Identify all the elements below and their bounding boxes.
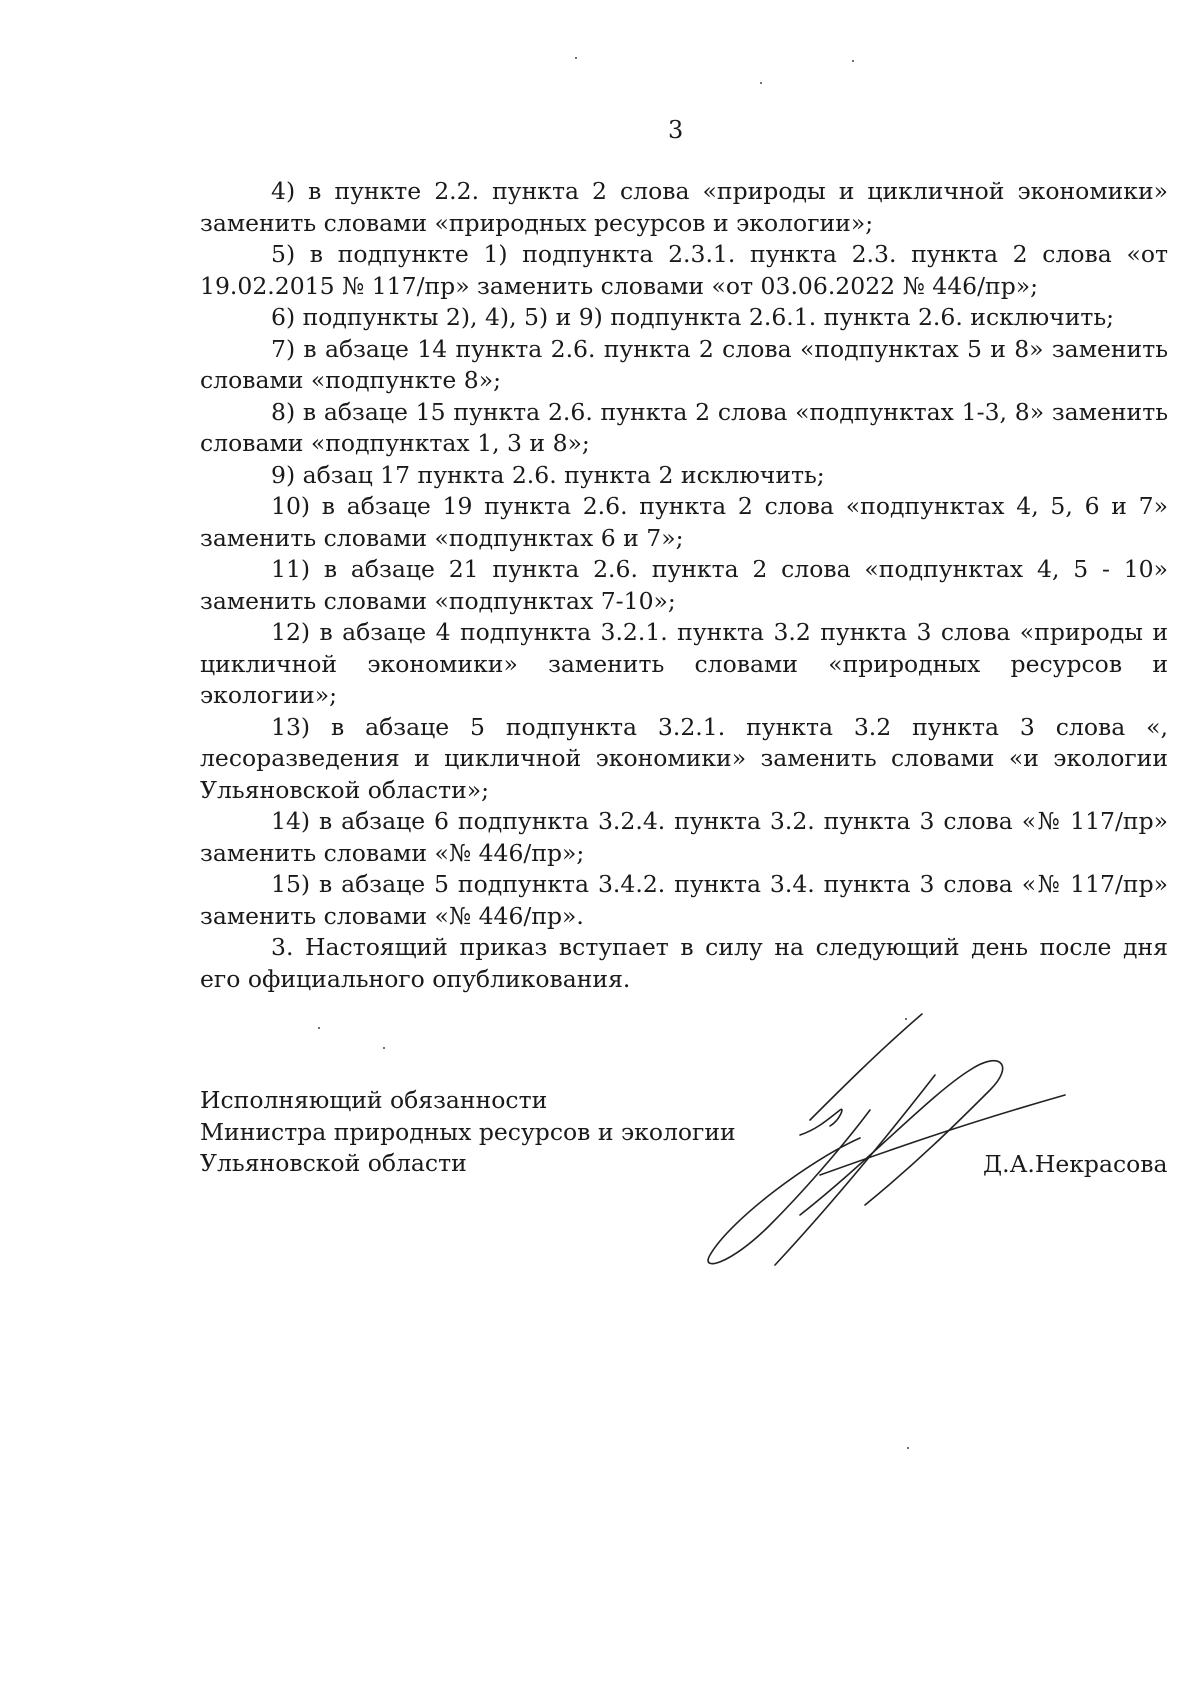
signatory-position-line: Министра природных ресурсов и экологии: [200, 1117, 736, 1146]
paragraph-item-7: 7) в абзаце 14 пункта 2.6. пункта 2 слова «подпунктах 5 и 8» заменить словами «подпункте 8»;: [200, 334, 1168, 394]
handwritten-signature: [690, 1010, 1070, 1280]
scan-speck: [575, 57, 577, 59]
signer-name: Д.А.Некрасова: [983, 1150, 1168, 1178]
paragraph-item-14: 14) в абзаце 6 подпункта 3.2.4. пункта 3.2. пункта 3 слова «№ 117/пр» заменить словами «№ 446/пр»;: [200, 807, 1168, 867]
paragraph-item-15: 15) в абзаце 5 подпункта 3.4.2. пункта 3.4. пункта 3 слова «№ 117/пр» заменить словами «№ 446/пр».: [200, 870, 1168, 930]
scan-speck: [383, 1047, 385, 1049]
paragraph-item-10: 10) в абзаце 19 пункта 2.6. пункта 2 слова «подпунктах 4, 5, 6 и 7» заменить словами «подпунктах 6 и 7»;: [200, 492, 1168, 552]
scan-speck: [760, 82, 762, 84]
paragraph-item-5: 5) в подпункте 1) подпункта 2.3.1. пункта 2.3. пункта 2 слова «от 19.02.2015 № 117/пр» заменить словами «от 03.06.2022 № 446/пр»;: [200, 240, 1168, 300]
signatory-position: [200, 1085, 736, 1180]
scan-speck: [318, 1027, 320, 1029]
signatory-position-line: Исполняющий обязанности: [200, 1086, 548, 1114]
scan-speck: [907, 1447, 909, 1449]
signatory-position-line: Ульяновской области: [200, 1149, 467, 1177]
paragraph-item-11: 11) в абзаце 21 пункта 2.6. пункта 2 слова «подпунктах 4, 5 - 10» заменить словами «подпунктах 7-10»;: [200, 555, 1168, 615]
page-number: 3: [668, 116, 684, 144]
paragraph-item-6: 6) подпункты 2), 4), 5) и 9) подпункта 2.6.1. пункта 2.6. исключить;: [271, 303, 1115, 331]
paragraph-effective-date: 3. Настоящий приказ вступает в силу на следующий день после дня его официального опубликования.: [200, 933, 1168, 993]
scan-speck: [852, 60, 854, 62]
paragraph-item-4: 4) в пункте 2.2. пункта 2 слова «природы и цикличной экономики» заменить словами «природных ресурсов и экологии»;: [200, 177, 1168, 237]
paragraph-item-12: 12) в абзаце 4 подпункта 3.2.1. пункта 3.2 пункта 3 слова «природы и цикличной экономики» заменить словами «природных ресурсов и экологии»;: [200, 618, 1168, 709]
paragraph-item-8: 8) в абзаце 15 пункта 2.6. пункта 2 слова «подпунктах 1-3, 8» заменить словами «подпунктах 1, 3 и 8»;: [200, 397, 1168, 457]
document-body: [200, 176, 1168, 995]
paragraph-item-9: 9) абзац 17 пункта 2.6. пункта 2 исключить;: [271, 460, 825, 489]
scan-speck: [905, 1018, 907, 1020]
paragraph-item-13: 13) в абзаце 5 подпункта 3.2.1. пункта 3.2 пункта 3 слова «, лесоразведения и цикличной экономики» заменить словами «и экологии Ульяновской области»;: [200, 712, 1168, 804]
